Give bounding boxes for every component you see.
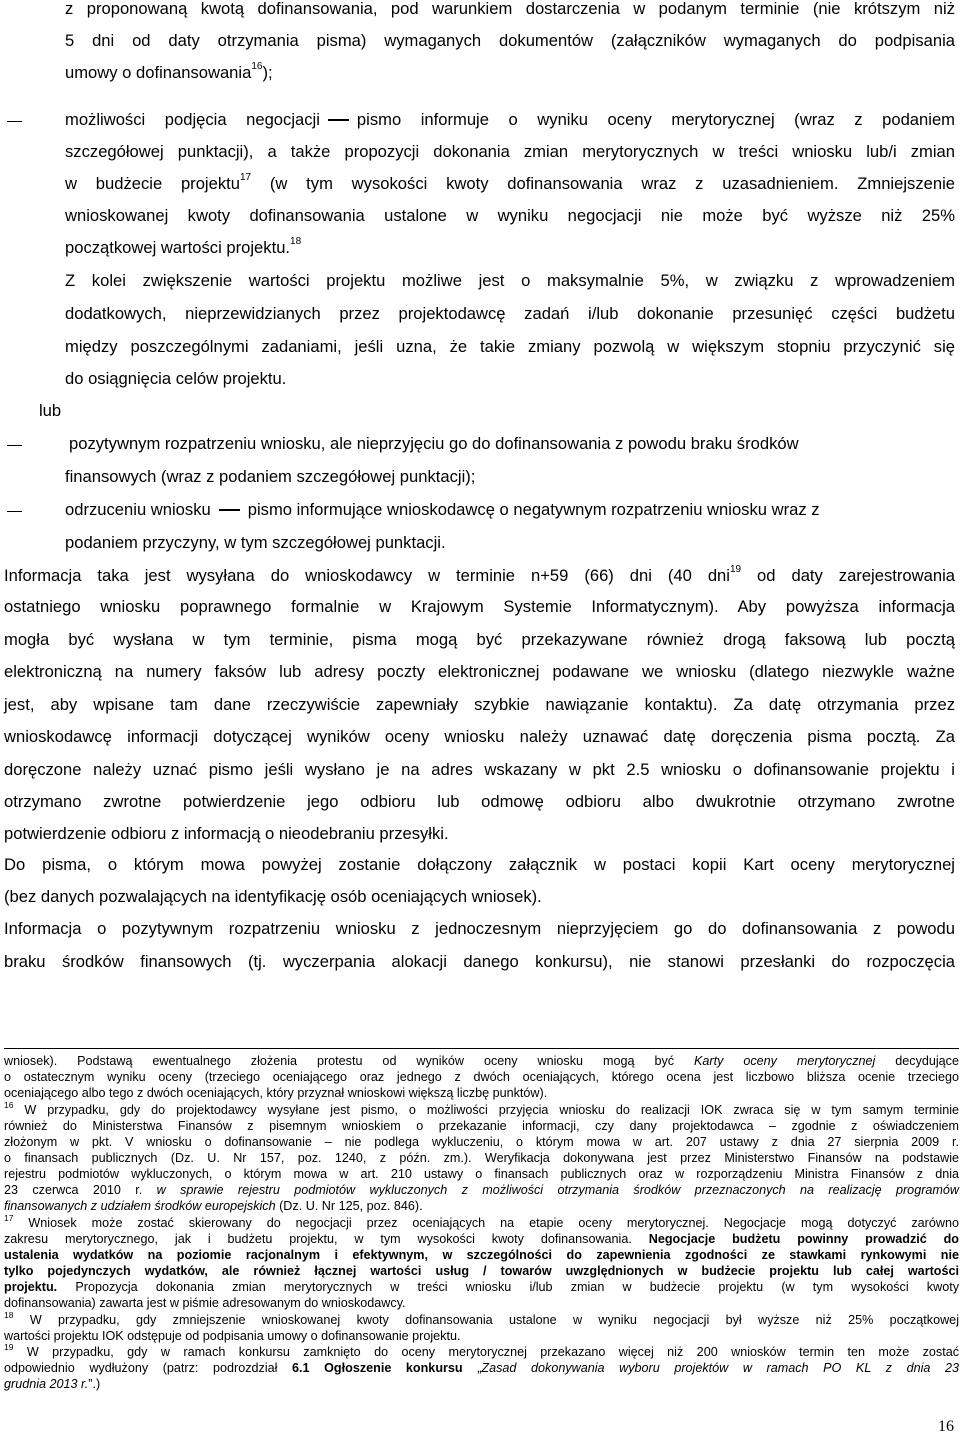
footnote-line: ustalenia wydatków na poziomie racjonalnym i efektywnym, w szczególności do zapewnienia zgodności ze stawkami rynkowymi nie <box>4 1248 959 1262</box>
text-line: pozytywnym rozpatrzeniu wniosku, ale nieprzyjęciu go do dofinansowania z powodu braku środków <box>69 434 799 453</box>
text-line: odrzuceniu wniosku pismo informujące wnioskodawcę o negatywnym rozpatrzeniu wniosku wraz z <box>65 500 820 519</box>
em-dash <box>328 119 349 121</box>
footnote-line: odpowiednio wydłużony (patrz: podrozdział 6.1 Ogłoszenie konkursu „Zasad dokonywania wyboru projektów w ramach PO KL z dnia 23 <box>4 1361 959 1375</box>
footnote-19: $^{19}$ W przypadku, gdy w ramach konkursu zamknięto do oceny merytorycznej przekazano więcej niż 200 wniosków termin ten może zostać <box>4 1341 959 1359</box>
text-line: szczegółowej punktacji), a także propozycji dokonania zmian merytorycznych w treści wniosku lub/i zmian <box>65 142 955 161</box>
bullet-dash <box>7 511 22 512</box>
footnote-separator <box>4 1048 959 1049</box>
text-line: w budżecie projektu$^{17}$ (w tym wysokości kwoty dofinansowania wraz z uzasadnieniem. Zmniejszenie <box>65 172 955 193</box>
text-line: otrzymano zwrotne potwierdzenie jego odbioru lub odmowę odbioru albo dwukrotnie otrzymano zwrotne <box>4 792 955 811</box>
text-line: do osiągnięcia celów projektu. <box>65 369 287 388</box>
text-line: początkowej wartości projektu.$^{18}$ <box>65 236 302 257</box>
footnote-line: grudnia 2013 r.”.) <box>4 1377 101 1391</box>
text-line: Z kolei zwiększenie wartości projektu możliwe jest o maksymalnie 5%, w związku z wprowadzeniem <box>65 271 955 290</box>
footnote-line: wartości projektu IOK odstępuje od podpisania umowy o dofinansowanie projektu. <box>4 1329 461 1343</box>
text-line: doręczone należy uznać pismo jeśli wysłano je na adres wskazany w pkt 2.5 wniosku o dofinansowanie projektu i <box>4 760 955 779</box>
footnote-line: tylko pojedynczych wydatków, ale również łącznej wartości usług / towarów uwzględnionych w budżecie projektu lub całej wartości <box>4 1264 959 1278</box>
text-line: Do pisma, o którym mowa powyżej zostanie dołączony załącznik w postaci kopii Kart oceny merytorycznej <box>4 855 955 874</box>
footnote-line: wniosek). Podstawą ewentualnego złożenia protestu od wyników oceny wniosku mogą być Karty oceny merytorycznej decydujące <box>4 1054 959 1068</box>
text-line: mogła być wysłana w tym terminie, pisma mogą być przekazywane również drogą faksową lub pocztą <box>4 630 955 649</box>
footnote-18: $^{18}$ W przypadku, gdy zmniejszenie wnioskowanej kwoty dofinansowania ustalone w wyniku negocjacji był wyższe niż 25% początkowej <box>4 1309 959 1327</box>
footnote-line: finansowanych z udziałem środków europejskich (Dz. U. Nr 125, poz. 846). <box>4 1199 423 1213</box>
text-line: Informacja o pozytywnym rozpatrzeniu wniosku z jednoczesnym nieprzyjęciem go do dofinansowania z powodu <box>4 919 955 938</box>
footnote-16: $^{16}$ W przypadku, gdy do projektodawcy wysyłane jest pismo, o możliwości przyjęcia wniosku do realizacji IOK zwraca się w tym samym terminie <box>4 1099 959 1117</box>
or-label: lub <box>39 401 62 420</box>
footnote-line: 23 czerwca 2010 r. w sprawie rejestru podmiotów wykluczonych z możliwości otrzymania środków przeznaczonych na realizację programów <box>4 1183 959 1197</box>
text-line: potwierdzenie odbioru z informacją o nieodebraniu przesyłki. <box>4 824 449 843</box>
text-line: 5 dni od daty otrzymania pisma) wymaganych dokumentów (załączników wymaganych do podpisania <box>65 31 955 50</box>
footnote-line: dofinansowania) zawarta jest w piśmie adresowanym do wnioskodawcy. <box>4 1296 406 1310</box>
page-number: 16 <box>938 1418 954 1435</box>
text-line: (bez danych pozwalających na identyfikację osób oceniających wniosek). <box>4 887 542 906</box>
footnote-line: złożonym w pkt. V wniosku o dofinansowanie – nie podlega wykluczeniu, o którym mowa w art. 207 ustawy z dnia 27 sierpnia 2009 r. <box>4 1135 959 1149</box>
bullet-dash <box>7 445 22 446</box>
text-line: dodatkowych, nieprzewidzianych przez projektodawcę zadań i/lub dokonanie przesunięć części budżetu <box>65 304 955 323</box>
text-line: braku środków finansowych (tj. wyczerpania alokacji danego konkursu), nie stanowi przesłanki do rozpoczęcia <box>4 952 955 971</box>
footnote-line: o ostatecznym wyniku oceny (trzeciego oceniającego oraz jednego z dwóch oceniających, którego ocena jest liczbowo bliższa ocenie trzeciego <box>4 1070 959 1084</box>
text-line: wnioskodawcę informacji dotyczącej wyników oceny wniosku należy uznawać datę doręczenia pisma pocztą. Za <box>4 727 955 746</box>
text-line: możliwości podjęcia negocjacji pismo informuje o wyniku oceny merytorycznej (wraz z podaniem <box>65 110 956 129</box>
footnote-line: zakresu merytorycznego, jak i budżetu projektu, w tym wysokości kwoty dofinansowania. Negocjacje budżetu powinny prowadzić do <box>4 1232 960 1246</box>
em-dash <box>219 509 240 511</box>
footnote-line: projektu. Propozycja dokonania zmian merytorycznych w treści wniosku i/lub zmian w budżecie projektu (w tym wysokości kwoty <box>4 1280 959 1294</box>
text-line: podaniem przyczyny, w tym szczegółowej punktacji. <box>65 533 446 552</box>
footnote-line: o finansach publicznych (Dz. U. Nr 157, poz. 1240, z późn. zm.). Weryfikacja dokonywana jest przez Ministerstwo Finansów na podstawie <box>4 1151 959 1165</box>
footnote-17: $^{17}$ Wniosek może zostać skierowany do negocjacji przez oceniających na etapie oceny merytorycznej. Negocjacje mogą dotyczyć zarówno <box>4 1212 959 1230</box>
text-line: wnioskowanej kwoty dofinansowania ustalone w wyniku negocjacji nie może być wyższe niż 25% <box>65 206 955 225</box>
text-line: Informacja taka jest wysyłana do wnioskodawcy w terminie n+59 (66) dni (40 dni$^{19}$ od daty zarejestrowania <box>4 564 955 585</box>
bullet-dash <box>7 121 22 122</box>
text-line: ostatniego wniosku poprawnego formalnie w Krajowym Systemie Informatycznym). Aby powyższa informacja <box>4 597 955 616</box>
text-line: finansowych (wraz z podaniem szczegółowej punktacji); <box>65 467 476 486</box>
footnote-line: oceniającego albo tego z dwóch oceniających, który przyznał wnioskowi większą liczbę punktów). <box>4 1086 548 1100</box>
text-line: między poszczególnymi zadaniami, jeśli uzna, że takie zmiany pozwolą w większym stopniu przyczynić się <box>65 337 955 356</box>
footnote-line: rejestru podmiotów wykluczonych, o którym mowa w art. 210 ustawy o finansach publicznych oraz w rozporządzeniu Ministra Finansów z dnia <box>4 1167 959 1181</box>
text-line: jest, aby wpisane tam dane rzeczywiście zapewniały szybkie nawiązanie kontaktu). Za datę otrzymania przez <box>4 695 955 714</box>
text-line: z proponowaną kwotą dofinansowania, pod warunkiem dostarczenia w podanym terminie (nie krótszym niż <box>65 0 955 18</box>
footnote-line: również do Ministerstwa Finansów z pisemnym wnioskiem o przekazanie informacji, czy dany projektodawca – zgodnie z oświadczeniem <box>4 1119 959 1133</box>
text-line: umowy o dofinansowania$^{16}$); <box>65 61 273 82</box>
text-line: elektroniczną na numery faksów lub adresy poczty elektronicznej podawane we wniosku (dlatego niezwykle ważne <box>4 662 955 681</box>
